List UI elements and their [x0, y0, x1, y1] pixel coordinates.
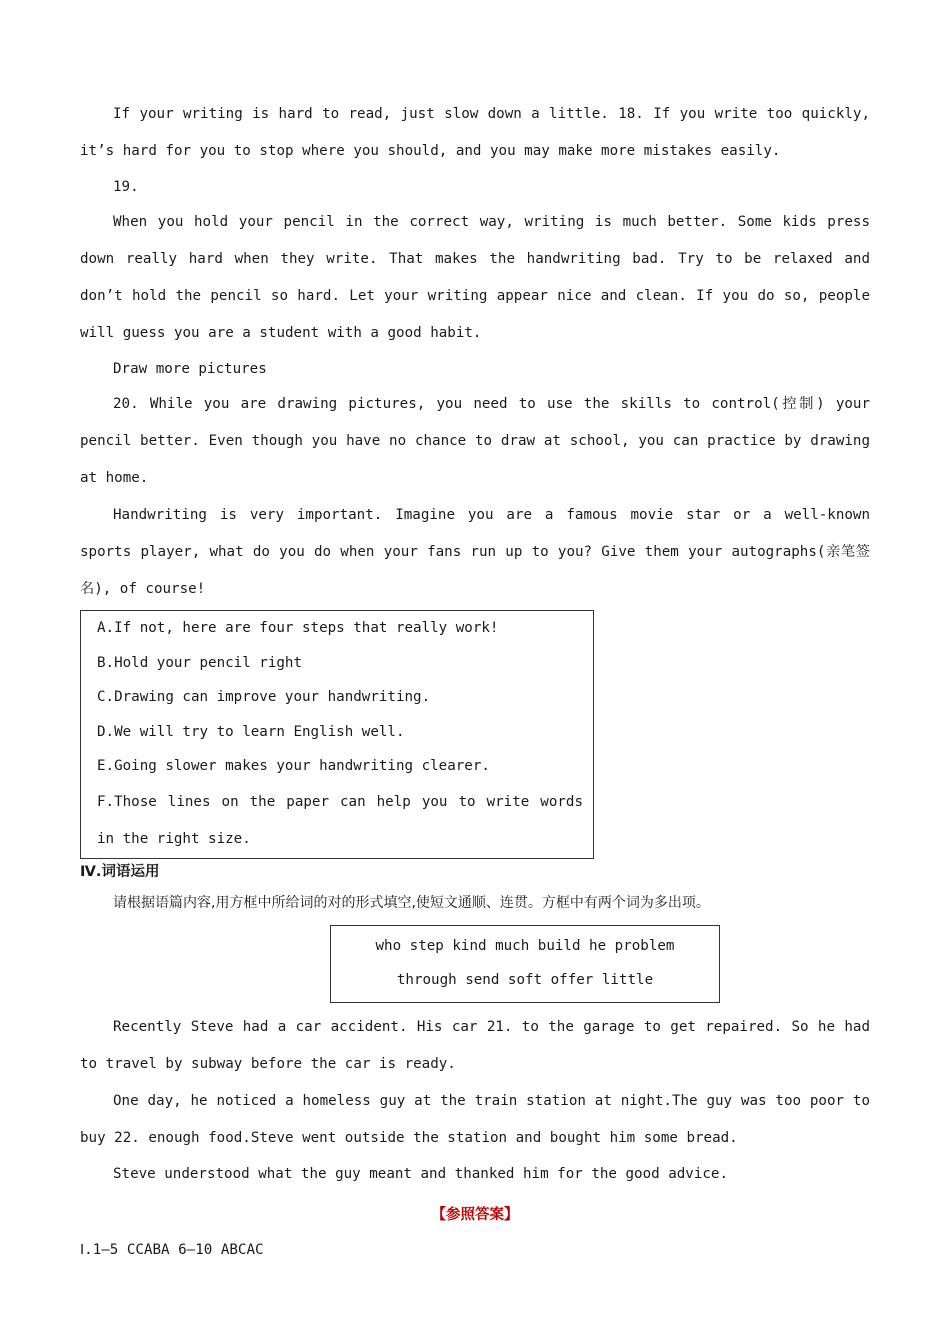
document-page	[80, 96, 870, 1267]
option-c: C.Drawing can improve your handwriting.	[97, 689, 431, 705]
blank-19: 19.	[113, 179, 139, 195]
paragraph-good-advice: Steve understood what the guy meant and thanked him for the good advice.	[113, 1165, 728, 1182]
option-b: B.Hold your pencil right	[97, 654, 302, 671]
section-4-title: Ⅳ.词语运用	[80, 863, 160, 880]
answer-title: 【参照答案】	[431, 1206, 519, 1223]
word-box-row-1: who step kind much build he problem	[375, 937, 675, 954]
word-box-row-2: through send soft offer little	[396, 971, 654, 988]
answer-line-1: Ⅰ.1—5 CCABA 6—10 ABCAC	[80, 1241, 264, 1258]
paragraph-hold-pencil: When you hold your pencil in the correct way, writing is much better. Some kids press down really hard when they write. That makes the handwriting bad. Try to be relaxed and don’t hold the pencil so hard. Let your writing appear nice and clean. If you do so, people will guess you are a student with a good habit.	[80, 214, 870, 341]
options-box	[80, 610, 594, 859]
section-4-instruction: 请根据语篇内容,用方框中所给词的对的形式填空,使短文通顺、连贯。方框中有两个词为多出项。	[113, 894, 710, 911]
paragraph-homeless-guy: One day, he noticed a homeless guy at the train station at night.The guy was too poor to buy 22. enough food.Steve went outside the station and bought him some bread.	[80, 1092, 870, 1146]
paragraph-handwriting-important: Handwriting is very important. Imagine you are a famous movie star or a well-known sports player, what do you do when your fans run up to you? Give them your autographs(亲笔签名), of course!	[80, 507, 870, 597]
paragraph-slow-down: If your writing is hard to read, just slow down a little. 18. If you write too quickly, it’s hard for you to stop where you should, and you may make more mistakes easily.	[80, 106, 870, 159]
option-a: A.If not, here are four steps that really work!	[97, 620, 499, 636]
paragraph-drawing: 20. While you are drawing pictures, you need to use the skills to control(控制) your pencil better. Even though you have no chance to draw at school, you can practice by drawing at home.	[80, 396, 870, 486]
option-f: F.Those lines on the paper can help you to write words in the right size.	[97, 793, 583, 847]
word-box	[330, 925, 720, 1003]
option-e: E.Going slower makes your handwriting clearer.	[97, 758, 490, 774]
heading-draw-more-pictures: Draw more pictures	[113, 361, 267, 377]
option-d: D.We will try to learn English well.	[97, 723, 405, 740]
paragraph-car-accident: Recently Steve had a car accident. His car 21. to the garage to get repaired. So he had to travel by subway before the car is ready.	[80, 1018, 870, 1072]
